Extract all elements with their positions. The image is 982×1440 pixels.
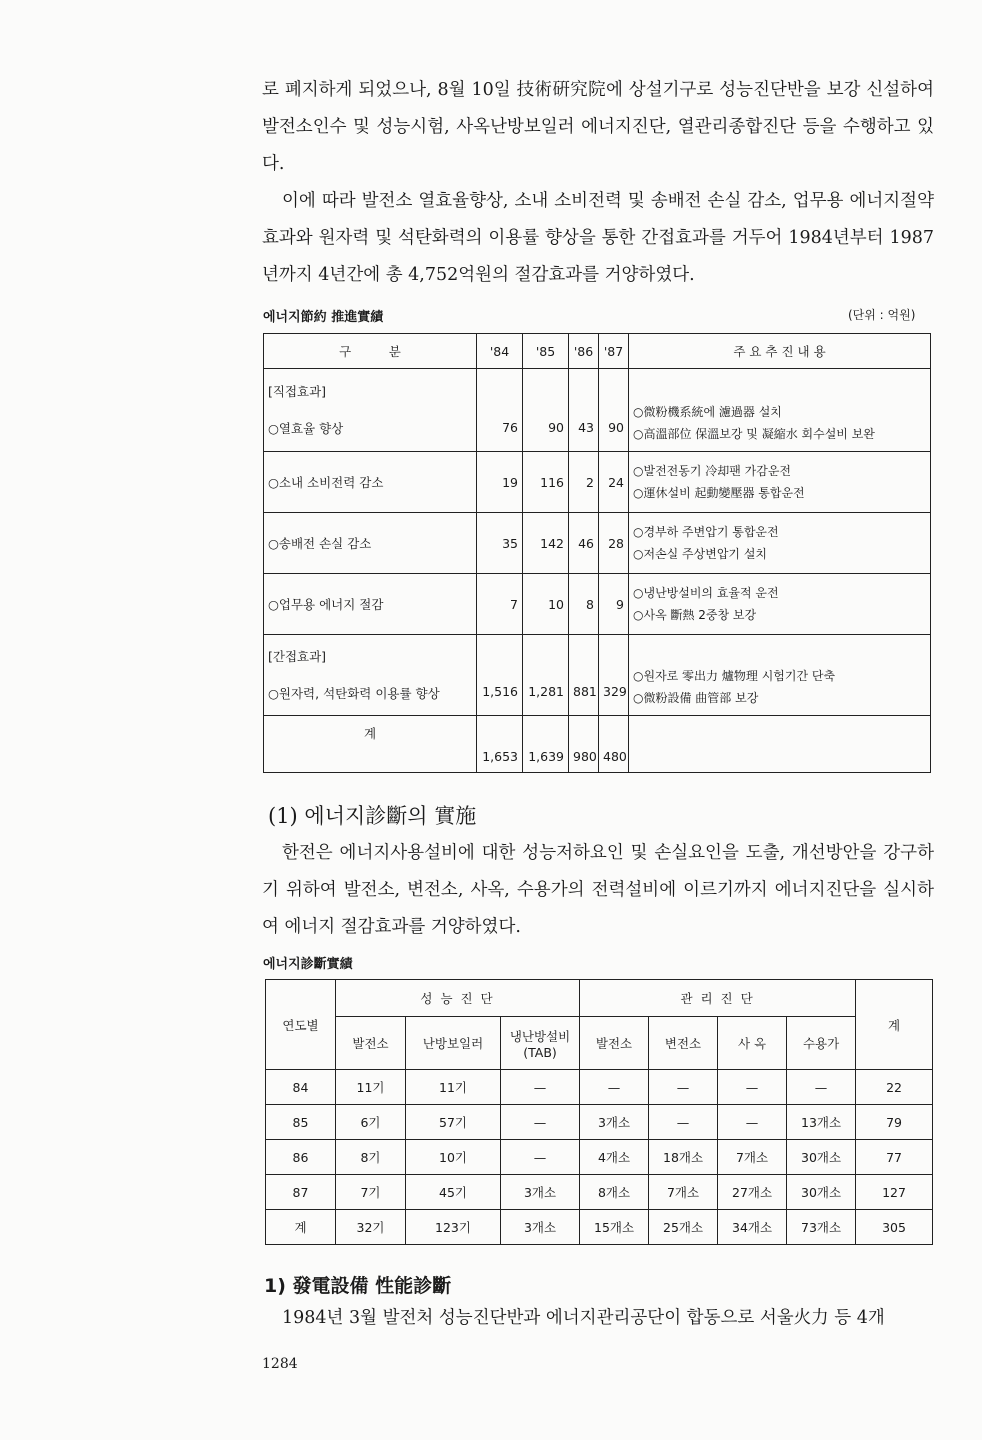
table1-unit: (단위 : 억원)	[848, 308, 916, 322]
col-tab	[501, 1017, 580, 1070]
cell-total: 77	[856, 1140, 933, 1175]
table-row	[266, 1175, 933, 1210]
cell-total: 79	[856, 1105, 933, 1140]
cell-value: 116	[523, 452, 569, 513]
cell-value: 30개소	[787, 1140, 856, 1175]
col-total: 계	[856, 980, 933, 1070]
cell-value: 3개소	[501, 1175, 580, 1210]
cell-year: 계	[266, 1210, 336, 1245]
cell-value: 13개소	[787, 1105, 856, 1140]
section2-text	[262, 1300, 934, 1337]
cell-value: 142	[523, 513, 569, 574]
row-label: ○업무용 에너지 절감	[264, 574, 477, 635]
cell-value: 15개소	[580, 1210, 649, 1245]
row-label: ○열효율 향상	[268, 421, 344, 436]
cell-value: 43	[569, 369, 599, 452]
col-1985: '85	[523, 334, 569, 369]
table-row	[264, 574, 931, 635]
table2-caption: 에너지診斷實績	[263, 957, 353, 972]
cell-value: 35	[477, 513, 523, 574]
cell-value: 123기	[406, 1210, 501, 1245]
section1-text	[262, 835, 934, 946]
section2-paragraph: 1984년 3월 발전처 성능진단반과 에너지관리공단이 합동으로 서울火力 등 4개	[282, 1308, 885, 1328]
desc-line: ○微粉機系統에 濾過器 설치	[633, 405, 782, 419]
cell-value: —	[718, 1105, 787, 1140]
cell-value: 8	[569, 574, 599, 635]
section1-paragraph: 한전은 에너지사용설비에 대한 성능저하요인 및 손실요인을 도출, 개선방안을 강구하기 위하여 발전소, 변전소, 사옥, 수용가의 전력설비에 이르기까지 에너지진단을 실시하여 에너지 절감효과를 거양하였다.	[262, 843, 934, 937]
row-label: ○소내 소비전력 감소	[264, 452, 477, 513]
cell-value: 25개소	[649, 1210, 718, 1245]
row-description	[629, 574, 931, 635]
cell-value: 46	[569, 513, 599, 574]
col-1986: '86	[569, 334, 599, 369]
col-tab-line: 냉난방설비	[509, 1028, 571, 1044]
cell-total: 305	[856, 1210, 933, 1245]
cell-value: 1,281	[523, 635, 569, 716]
cell-value: 881	[569, 635, 599, 716]
energy-saving-table	[263, 333, 931, 773]
col-group-performance: 성 능 진 단	[336, 980, 580, 1017]
cell-year: 85	[266, 1105, 336, 1140]
cell-value: 57기	[406, 1105, 501, 1140]
cell-value: 34개소	[718, 1210, 787, 1245]
cell-value: 1,653	[477, 716, 523, 773]
total-row	[266, 1210, 933, 1245]
table-row	[266, 1070, 933, 1105]
desc-line: ○발전전동기 冷却팬 가감운전	[633, 464, 792, 478]
cell-value: 10기	[406, 1140, 501, 1175]
cell-value: 11기	[406, 1070, 501, 1105]
table-row	[264, 452, 931, 513]
cell-value: —	[501, 1140, 580, 1175]
table-row	[264, 635, 931, 716]
cell-value: 3개소	[501, 1210, 580, 1245]
table-subheader-row	[266, 1017, 933, 1070]
col-content: 주 요 추 진 내 용	[629, 334, 931, 369]
cell-value: 90	[523, 369, 569, 452]
energy-diagnosis-table	[265, 979, 933, 1245]
cell-value: 329	[599, 635, 629, 716]
row-description	[629, 635, 931, 716]
cell-value: —	[580, 1070, 649, 1105]
cell-value: 18개소	[649, 1140, 718, 1175]
cell-value: 1,639	[523, 716, 569, 773]
cell-value: 7기	[336, 1175, 406, 1210]
page-number: 1284	[262, 1356, 298, 1372]
total-row	[264, 716, 931, 773]
cell-value: 76	[477, 369, 523, 452]
col-1987: '87	[599, 334, 629, 369]
col-office: 사 옥	[718, 1017, 787, 1070]
cell-value: 10	[523, 574, 569, 635]
section-heading-2: 1) 發電設備 性能診斷	[264, 1275, 452, 1297]
col-substation: 변전소	[649, 1017, 718, 1070]
cell-value: 6기	[336, 1105, 406, 1140]
cell-total: 127	[856, 1175, 933, 1210]
cell-value: 8기	[336, 1140, 406, 1175]
table-row	[266, 1105, 933, 1140]
cell-value: 1,516	[477, 635, 523, 716]
col-tab-line: (TAB)	[523, 1044, 557, 1060]
row-description	[629, 369, 931, 452]
cell-value: 7개소	[718, 1140, 787, 1175]
cell-value: —	[649, 1105, 718, 1140]
cell-value: —	[718, 1070, 787, 1105]
cell-value: 4개소	[580, 1140, 649, 1175]
col-group-management: 관 리 진 단	[580, 980, 856, 1017]
desc-line: ○微粉設備 曲管部 보강	[633, 691, 759, 705]
cell-value: 9	[599, 574, 629, 635]
col-year: 연도별	[266, 980, 336, 1070]
table-row	[264, 513, 931, 574]
cell-year: 87	[266, 1175, 336, 1210]
cell-value: —	[787, 1070, 856, 1105]
total-label: 계	[264, 716, 477, 773]
table-row	[264, 369, 931, 452]
cell-value: 480	[599, 716, 629, 773]
col-category: 구 분	[264, 334, 477, 369]
cell-value: 7	[477, 574, 523, 635]
section-heading-1: (1) 에너지診斷의 實施	[268, 804, 477, 828]
cell-value: 24	[599, 452, 629, 513]
cell-value: 73개소	[787, 1210, 856, 1245]
desc-line: ○高溫部位 保溫보강 및 凝縮水 회수설비 보완	[633, 427, 875, 441]
table-header-row	[264, 334, 931, 369]
cell-total: 22	[856, 1070, 933, 1105]
cell-value: 30개소	[787, 1175, 856, 1210]
empty-cell	[629, 716, 931, 773]
desc-line: ○運休설비 起動變壓器 통합운전	[633, 486, 805, 500]
cell-value: 45기	[406, 1175, 501, 1210]
desc-line: ○냉난방설비의 효율적 운전	[633, 586, 779, 600]
cell-value: —	[501, 1105, 580, 1140]
cell-value: 980	[569, 716, 599, 773]
cell-value: 19	[477, 452, 523, 513]
intro-paragraph-1: 로 폐지하게 되었으나, 8월 10일 技術硏究院에 상설기구로 성능진단반을 보강 신설하여 발전소인수 및 성능시험, 사옥난방보일러 에너지진단, 열관리종합진단 등을 수행하고 있다.	[262, 80, 934, 174]
cell-value: 90	[599, 369, 629, 452]
section-label: [간접효과]	[268, 649, 327, 664]
row-label: ○송배전 손실 감소	[264, 513, 477, 574]
col-plant: 발전소	[336, 1017, 406, 1070]
cell-year: 86	[266, 1140, 336, 1175]
intro-text	[262, 72, 934, 294]
cell-value: 2	[569, 452, 599, 513]
row-label: ○원자력, 석탄화력 이용률 향상	[268, 686, 440, 701]
cell-value: 7개소	[649, 1175, 718, 1210]
cell-value: 3개소	[580, 1105, 649, 1140]
cell-value: 28	[599, 513, 629, 574]
table-row	[266, 1140, 933, 1175]
cell-value: —	[649, 1070, 718, 1105]
desc-line: ○저손실 주상변압기 설치	[633, 547, 768, 561]
desc-line: ○원자로 零出力 爐物理 시험기간 단축	[633, 669, 836, 683]
col-consumer: 수용가	[787, 1017, 856, 1070]
desc-line: ○사옥 斷熱 2중창 보강	[633, 608, 757, 622]
cell-value: 32기	[336, 1210, 406, 1245]
row-description	[629, 513, 931, 574]
desc-line: ○경부하 주변압기 통합운전	[633, 525, 779, 539]
col-plant-mgmt: 발전소	[580, 1017, 649, 1070]
row-description	[629, 452, 931, 513]
cell-value: 8개소	[580, 1175, 649, 1210]
table1-caption: 에너지節約 推進實績	[263, 310, 384, 325]
cell-value: 27개소	[718, 1175, 787, 1210]
col-1984: '84	[477, 334, 523, 369]
cell-value: 11기	[336, 1070, 406, 1105]
cell-year: 84	[266, 1070, 336, 1105]
table-header-row	[266, 980, 933, 1017]
intro-paragraph-2: 이에 따라 발전소 열효율향상, 소내 소비전력 및 송배전 손실 감소, 업무용 에너지절약 효과와 원자력 및 석탄화력의 이용률 향상을 통한 간접효과를 거두어 1984년부터 1987년까지 4년간에 총 4,752억원의 절감효과를 거양하였다.	[262, 191, 934, 285]
col-boiler: 난방보일러	[406, 1017, 501, 1070]
cell-value: —	[501, 1070, 580, 1105]
section-label: [직접효과]	[268, 384, 327, 399]
